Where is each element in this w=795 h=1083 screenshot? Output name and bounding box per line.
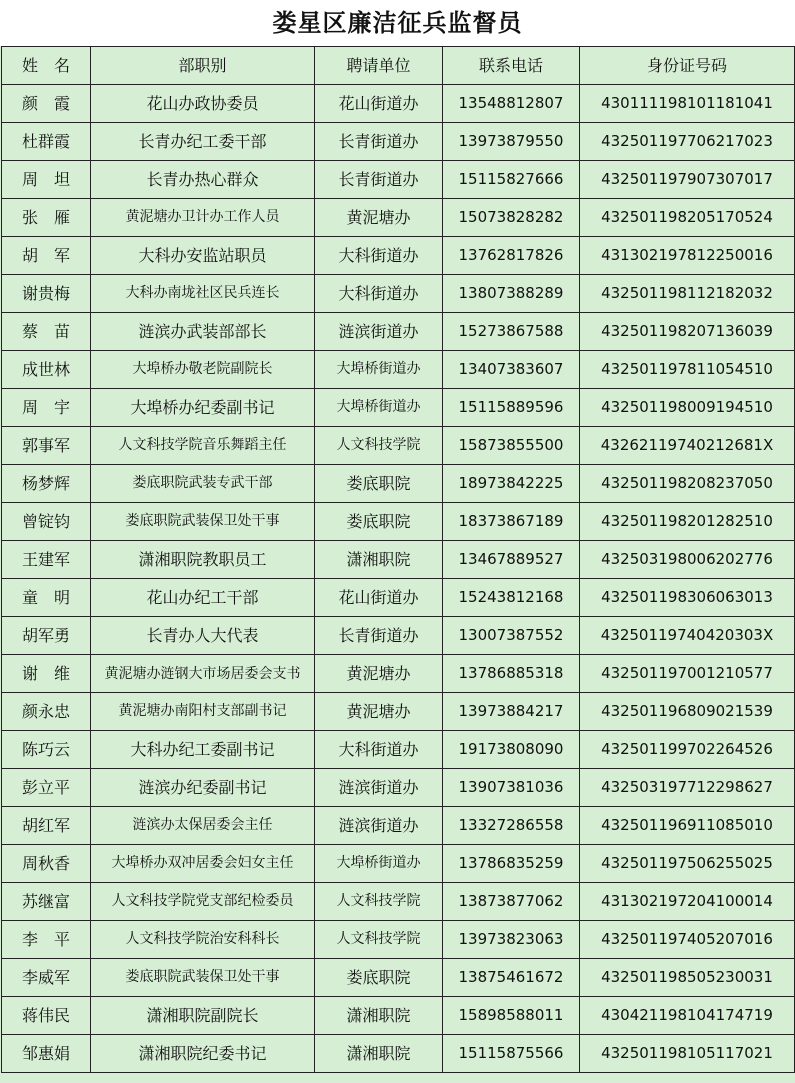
cell-name: 周 坦	[2, 161, 91, 199]
cell-phone: 15873855500	[443, 427, 580, 465]
cell-name: 郭事军	[2, 427, 91, 465]
cell-post: 长青办人大代表	[91, 617, 315, 655]
cell-name: 杨梦辉	[2, 465, 91, 503]
cell-unit: 大埠桥街道办	[315, 845, 443, 883]
cell-phone: 15115889596	[443, 389, 580, 427]
header-post: 部职别	[91, 47, 315, 85]
cell-unit: 花山街道办	[315, 579, 443, 617]
table-row	[2, 85, 795, 123]
table-row	[2, 769, 795, 807]
table-row	[2, 161, 795, 199]
cell-name: 李 平	[2, 921, 91, 959]
table-row	[2, 427, 795, 465]
cell-name: 胡军勇	[2, 617, 91, 655]
cell-id: 432501198105117021	[580, 1035, 795, 1073]
cell-unit: 长青街道办	[315, 161, 443, 199]
page-title: 娄星区廉洁征兵监督员	[0, 0, 795, 46]
cell-post: 大埠桥办纪委副书记	[91, 389, 315, 427]
cell-unit: 娄底职院	[315, 503, 443, 541]
cell-id: 43250119740420303X	[580, 617, 795, 655]
cell-id: 432501197405207016	[580, 921, 795, 959]
header-phone: 联系电话	[443, 47, 580, 85]
cell-name: 杜群霞	[2, 123, 91, 161]
cell-phone: 13467889527	[443, 541, 580, 579]
table-header-row	[2, 47, 795, 85]
cell-name: 谢 维	[2, 655, 91, 693]
cell-id: 43262119740212681X	[580, 427, 795, 465]
table-row	[2, 237, 795, 275]
header-name: 姓 名	[2, 47, 91, 85]
table-row	[2, 959, 795, 997]
cell-unit: 大科街道办	[315, 237, 443, 275]
cell-name: 王建军	[2, 541, 91, 579]
cell-phone: 15115827666	[443, 161, 580, 199]
cell-phone: 15273867588	[443, 313, 580, 351]
cell-unit: 大埠桥街道办	[315, 351, 443, 389]
cell-name: 颜永忠	[2, 693, 91, 731]
cell-name: 陈巧云	[2, 731, 91, 769]
cell-id: 432501198505230031	[580, 959, 795, 997]
cell-id: 432503198006202776	[580, 541, 795, 579]
cell-phone: 13973879550	[443, 123, 580, 161]
table-row	[2, 541, 795, 579]
cell-phone: 13762817826	[443, 237, 580, 275]
cell-name: 周 宇	[2, 389, 91, 427]
cell-unit: 潇湘职院	[315, 1035, 443, 1073]
cell-post: 潇湘职院纪委书记	[91, 1035, 315, 1073]
table-row	[2, 693, 795, 731]
cell-phone: 15243812168	[443, 579, 580, 617]
cell-name: 张 雁	[2, 199, 91, 237]
table-row	[2, 997, 795, 1035]
cell-name: 童 明	[2, 579, 91, 617]
header-id: 身份证号码	[580, 47, 795, 85]
cell-phone: 13327286558	[443, 807, 580, 845]
cell-id: 431302197204100014	[580, 883, 795, 921]
supervisor-table	[1, 46, 795, 1073]
cell-post: 黄泥塘办卫计办工作人员	[91, 199, 315, 237]
table-row	[2, 1035, 795, 1073]
cell-id: 432501197706217023	[580, 123, 795, 161]
table-row	[2, 123, 795, 161]
cell-unit: 大科街道办	[315, 731, 443, 769]
cell-post: 花山办纪工干部	[91, 579, 315, 617]
cell-phone: 18973842225	[443, 465, 580, 503]
cell-post: 大埠桥办敬老院副院长	[91, 351, 315, 389]
cell-post: 娄底职院武装保卫处干事	[91, 503, 315, 541]
cell-unit: 潇湘职院	[315, 541, 443, 579]
cell-post: 大科办南垅社区民兵连长	[91, 275, 315, 313]
cell-unit: 涟滨街道办	[315, 807, 443, 845]
cell-unit: 人文科技学院	[315, 883, 443, 921]
cell-phone: 13548812807	[443, 85, 580, 123]
cell-name: 曾锭钧	[2, 503, 91, 541]
table-row	[2, 313, 795, 351]
cell-id: 430111198101181041	[580, 85, 795, 123]
table-row	[2, 845, 795, 883]
cell-post: 花山办政协委员	[91, 85, 315, 123]
table-row	[2, 807, 795, 845]
cell-id: 432501197506255025	[580, 845, 795, 883]
cell-id: 432501196809021539	[580, 693, 795, 731]
table-row	[2, 655, 795, 693]
cell-phone: 13875461672	[443, 959, 580, 997]
cell-post: 大科办纪工委副书记	[91, 731, 315, 769]
cell-post: 涟滨办武装部部长	[91, 313, 315, 351]
cell-id: 432501196911085010	[580, 807, 795, 845]
cell-id: 432501198201282510	[580, 503, 795, 541]
cell-name: 颜 霞	[2, 85, 91, 123]
cell-phone: 13973823063	[443, 921, 580, 959]
cell-post: 娄底职院武装专武干部	[91, 465, 315, 503]
cell-unit: 人文科技学院	[315, 921, 443, 959]
cell-post: 涟滨办纪委副书记	[91, 769, 315, 807]
cell-id: 432503197712298627	[580, 769, 795, 807]
cell-phone: 13907381036	[443, 769, 580, 807]
cell-unit: 娄底职院	[315, 959, 443, 997]
cell-id: 432501197001210577	[580, 655, 795, 693]
table-row	[2, 199, 795, 237]
cell-unit: 人文科技学院	[315, 427, 443, 465]
cell-unit: 大科街道办	[315, 275, 443, 313]
table-row	[2, 275, 795, 313]
cell-id: 430421198104174719	[580, 997, 795, 1035]
table-body	[2, 85, 795, 1073]
cell-name: 彭立平	[2, 769, 91, 807]
cell-phone: 13007387552	[443, 617, 580, 655]
cell-phone: 13786885318	[443, 655, 580, 693]
header-unit: 聘请单位	[315, 47, 443, 85]
table-row	[2, 389, 795, 427]
cell-phone: 13786835259	[443, 845, 580, 883]
cell-post: 长青办纪工委干部	[91, 123, 315, 161]
cell-name: 胡红军	[2, 807, 91, 845]
cell-name: 成世林	[2, 351, 91, 389]
cell-id: 432501198306063013	[580, 579, 795, 617]
table-row	[2, 921, 795, 959]
cell-phone: 15115875566	[443, 1035, 580, 1073]
cell-post: 人文科技学院党支部纪检委员	[91, 883, 315, 921]
cell-unit: 涟滨街道办	[315, 313, 443, 351]
cell-id: 432501198205170524	[580, 199, 795, 237]
cell-name: 李威军	[2, 959, 91, 997]
cell-name: 谢贵梅	[2, 275, 91, 313]
cell-id: 432501197907307017	[580, 161, 795, 199]
cell-post: 黄泥塘办南阳村支部副书记	[91, 693, 315, 731]
cell-id: 432501198207136039	[580, 313, 795, 351]
table-row	[2, 617, 795, 655]
cell-name: 周秋香	[2, 845, 91, 883]
cell-unit: 花山街道办	[315, 85, 443, 123]
cell-post: 长青办热心群众	[91, 161, 315, 199]
cell-name: 蒋伟民	[2, 997, 91, 1035]
table-row	[2, 503, 795, 541]
table-row	[2, 883, 795, 921]
cell-phone: 13807388289	[443, 275, 580, 313]
cell-name: 蔡 苗	[2, 313, 91, 351]
cell-post: 人文科技学院音乐舞蹈主任	[91, 427, 315, 465]
cell-name: 胡 军	[2, 237, 91, 275]
cell-post: 人文科技学院治安科科长	[91, 921, 315, 959]
cell-unit: 涟滨街道办	[315, 769, 443, 807]
cell-phone: 13873877062	[443, 883, 580, 921]
cell-id: 432501198112182032	[580, 275, 795, 313]
table-row	[2, 465, 795, 503]
table-row	[2, 351, 795, 389]
cell-id: 432501197811054510	[580, 351, 795, 389]
cell-id: 431302197812250016	[580, 237, 795, 275]
cell-name: 邹惠娟	[2, 1035, 91, 1073]
cell-post: 潇湘职院副院长	[91, 997, 315, 1035]
cell-post: 涟滨办太保居委会主任	[91, 807, 315, 845]
cell-phone: 15073828282	[443, 199, 580, 237]
cell-post: 黄泥塘办涟钢大市场居委会支书	[91, 655, 315, 693]
cell-phone: 13973884217	[443, 693, 580, 731]
cell-unit: 黄泥塘办	[315, 693, 443, 731]
cell-post: 娄底职院武装保卫处干事	[91, 959, 315, 997]
cell-post: 大科办安监站职员	[91, 237, 315, 275]
cell-phone: 15898588011	[443, 997, 580, 1035]
cell-unit: 长青街道办	[315, 123, 443, 161]
cell-post: 大埠桥办双冲居委会妇女主任	[91, 845, 315, 883]
cell-post: 潇湘职院教职员工	[91, 541, 315, 579]
cell-unit: 娄底职院	[315, 465, 443, 503]
cell-unit: 黄泥塘办	[315, 199, 443, 237]
cell-unit: 潇湘职院	[315, 997, 443, 1035]
table-row	[2, 731, 795, 769]
cell-unit: 大埠桥街道办	[315, 389, 443, 427]
cell-unit: 黄泥塘办	[315, 655, 443, 693]
table-row	[2, 579, 795, 617]
cell-name: 苏继富	[2, 883, 91, 921]
cell-id: 432501199702264526	[580, 731, 795, 769]
cell-phone: 13407383607	[443, 351, 580, 389]
cell-id: 432501198009194510	[580, 389, 795, 427]
cell-id: 432501198208237050	[580, 465, 795, 503]
cell-phone: 19173808090	[443, 731, 580, 769]
cell-unit: 长青街道办	[315, 617, 443, 655]
cell-phone: 18373867189	[443, 503, 580, 541]
